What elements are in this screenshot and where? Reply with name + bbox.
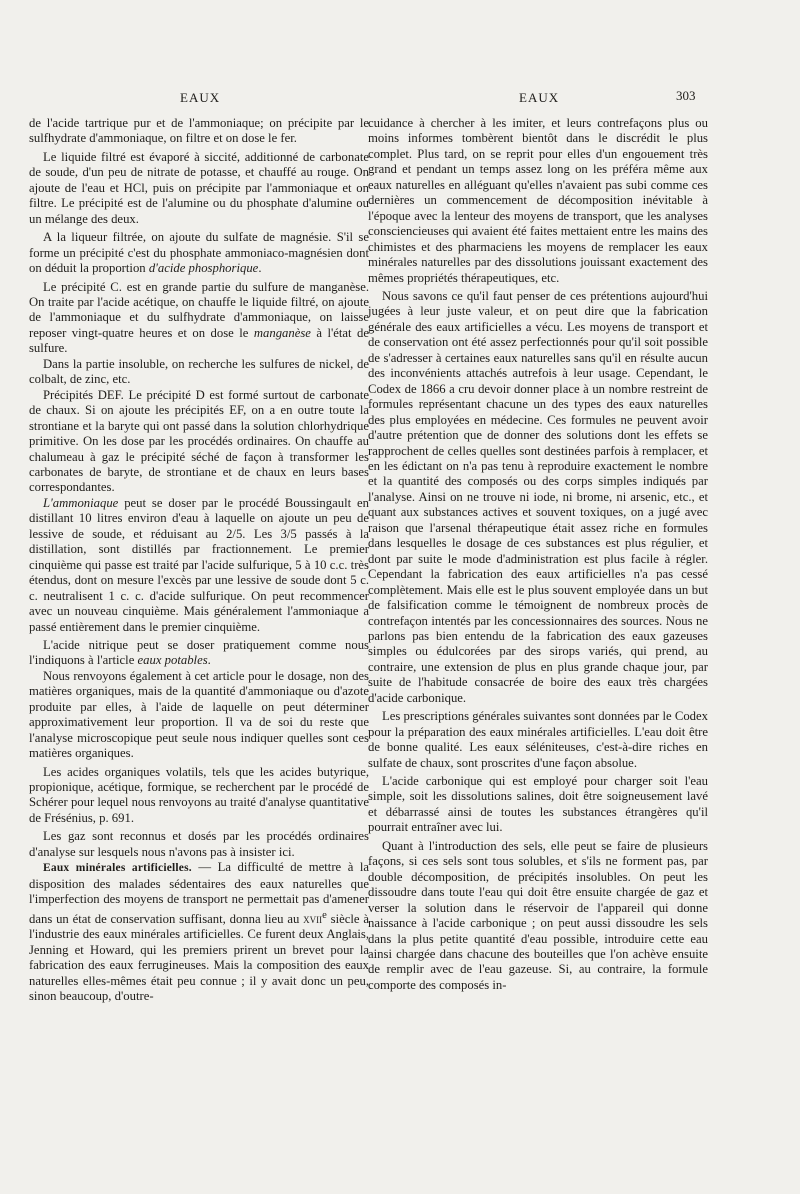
emphasis-text: L'ammoniaque xyxy=(43,495,119,510)
page-number: 303 xyxy=(676,88,696,103)
emphasis-text: eaux potables xyxy=(137,653,208,668)
paragraph: Précipités DEF. Le précipité D est formé surtout de carbonate de chaux. Si on ajoute les précipités EF, on a en outre toute la strontiane et la baryte qui ont passé dans la solution chlorhydrique primitive. On les dose par les procédés ordinaires. On chauffe au chalumeau à gaz le précipité séché de façon à transformer les carbonates de baryte, de strontiane et de chaux en leurs bases correspondantes. xyxy=(29,387,369,495)
paragraph-text: peut se doser par le procédé Boussingault en distillant 10 litres environ d'eau à laquelle on ajoute un peu de lessive de soude, et réduisant au 2/5. Les 3/5 passés à la distillation, sont distillés par fractionnement. Le premier cinquième qui passe est traité par l'acide sulfurique, 5 à 10 c.c. très étendus, dont on mesure l'excès par une lessive de soude dont 5 c. c. neutralisent 1 c. c. d'acide sulfurique. On peut recommencer avec un nouveau cinquième. Mais généralement l'ammoniaque a passé entièrement dans le premier cinquième. xyxy=(29,495,369,634)
superscript: e xyxy=(322,909,327,921)
left-column xyxy=(29,116,369,1005)
paragraph: Quant à l'introduction des sels, elle peut se faire de plusieurs façons, si ces sels sont tous solubles, et s'ils ne forment pas, par double décomposition, de précipités insolubles. On peut les dissoudre dans toute l'eau qui doit être ensuite chargée de gaz et verser la solution dans le réservoir de l'appareil qui donne naissance à l'acide carbonique ; on peut aussi dissoudre les sels dans la plus petite quantité d'eau possible, introduire cette eau ainsi chargée dans chacune des bouteilles que l'on achève ensuite de remplir avec de l'eau gazeuse. Si, au contraire, la formule comporte des composés in- xyxy=(368,838,708,992)
paragraph: Le liquide filtré est évaporé à siccité, additionné de carbonate de soude, d'un peu de nitrate de potasse, et chauffé au rouge. On ajoute de l'eau et HCl, puis on précipite par l'ammoniaque et on filtre. Le précipité est de l'alumine ou du phosphate d'alumine ou un mélange des deux. xyxy=(29,149,369,226)
paragraph-text: L'acide nitrique peut se doser pratiquement comme nous l'indiquons à l'article xyxy=(29,637,369,668)
running-head-right: EAUX xyxy=(519,90,560,105)
paragraph: Dans la partie insoluble, on recherche les sulfures de nickel, de colbalt, de zinc, etc. xyxy=(29,356,369,387)
paragraph: Nous savons ce qu'il faut penser de ces prétentions aujourd'hui jugées à leur juste valeur, et on peut dire que la fabrication générale des eaux artificielles a vécu. Les moyens de transport et de conservation ont été assez perfectionnés pour qu'il soit possible de s'adresser à certaines eaux naturelles sans qu'il en résulte aucun des inconvénients attachés autrefois à leur usage. Cependant, le Codex de 1866 a cru devoir donner place à un nombre restreint de formules représentant chacune un des types des eaux naturelles des plus employées en médecine. Ces formules ne peuvent avoir d'autre prétention que de donner des solutions dont les effets se rapprochent de celles quelles sont destinées parfois à remplacer, et en les édictant on n'a pas tenu à reproduire exactement le nombre et la quantité des composés ou des corps simples indiqués par l'analyse. Ainsi on ne trouve ni iode, ni brome, ni arsenic, etc., et quant aux substances actives et souvent toxiques, on a jugé avec raison que l'arsenal thérapeutique était assez riche en formules dans lesquelles le dosage de ces substances est plus régulier, et dont par suite le mode d'administration est plus facile à régler. Cependant la fabrication des eaux artificielles n'a pas cessé complètement. Mais elle est le plus souvent employée dans un but de falsification comme le témoignent de nombreux procès de contrefaçon intentés par les concessionnaires des sources. Nous ne parlons pas bien entendu de la fabrication des eaux gazeuses simples ou édulcorées par des sirops variés, qui prend, au contraire, une extension de plus en plus grande chaque jour, par suite de l'habitude consacrée de boire des eaux très chargées d'acide carbonique. xyxy=(368,288,708,705)
century-numeral: xvii xyxy=(303,911,323,926)
paragraph: Les acides organiques volatils, tels que les acides butyrique, propionique, acétique, formique, se recherchent par le procédé de Schérer pour lequel nous renvoyons au traité d'analyse quantitative de Frésénius, p. 691. xyxy=(29,764,369,825)
paragraph: Les gaz sont reconnus et dosés par les procédés ordinaires d'analyse sur lesquels nous n'avons pas à insister ici. xyxy=(29,829,369,859)
paragraph xyxy=(29,860,369,1004)
emphasis-text: manganèse xyxy=(253,325,311,340)
paragraph: Nous renvoyons également à cet article pour le dosage, non des matières organiques, mais de la quantité d'ammoniaque ou d'azote produite par elles, à l'aide de laquelle on peut déterminer approximativement leur proportion. Il va de soi du reste que l'analyse microscopique peut seule nous indiquer quelles sont ces matières organiques. xyxy=(29,668,369,761)
paragraph: Les prescriptions générales suivantes sont données par le Codex pour la préparation des eaux minérales artificielles. L'eau doit être de bonne qualité. Les eaux séléniteuses, c'est-à-dire riches en sulfate de chaux, sont proscrites d'une façon absolue. xyxy=(368,709,708,770)
paragraph-text: siècle à l'industrie des eaux minérales artificielles. Ce furent deux Anglais, Jenning et Howard, qui les premiers prirent un brevet pour la fabrication des eaux ferrugineuses. Mais la composition des eaux naturelles elles-mêmes était peu connue ; il y avait donc un peu, sinon beaucoup, d'outre- xyxy=(29,911,370,1004)
emphasis-text: d'acide phosphorique xyxy=(148,261,259,276)
paragraph xyxy=(29,638,369,669)
paragraph: L'acide carbonique qui est employé pour charger soit l'eau simple, soit les dissolutions salines, doit être soigneusement lavé et débarrassé ainsi de toutes les substances étrangères qu'il pourrait entraîner avec lui. xyxy=(368,774,708,835)
running-head-left: EAUX xyxy=(180,90,221,105)
paragraph xyxy=(29,280,369,357)
section-rubric: Eaux minérales artificielles. xyxy=(43,862,192,875)
paragraph xyxy=(29,496,369,635)
paragraph-text: — La difficulté de mettre à la disposition des malades sédentaires des eaux naturelles que l'imperfection des moyens de transport ne permettait pas d'amener dans un état de conservation suffisant, donna lieu au xyxy=(29,860,370,926)
paragraph-text: . xyxy=(258,261,262,276)
paragraph-text: . xyxy=(207,653,211,668)
paragraph-text: A la liqueur filtrée, on ajoute du sulfate de magnésie. S'il se forme un précipité c'est du phosphate ammoniaco-magnésien dont on déduit la proportion xyxy=(29,230,369,276)
paragraph: cuidance à chercher à les imiter, et leurs contrefaçons plus ou moins informes tombèrent bientôt dans le discrédit le plus complet. Plus tard, on se reprit pour elles d'un engouement très grand et pendant un temps assez long on les préféra même aux eaux naturelles en alléguant qu'elles n'avaient pas subi comme ces dernières un commencement de décomposition inévitable à l'époque avec la lenteur des moyens de transport, que les analyses consciencieuses qui avaient été faites mettaient entre les mains des chimistes et des pharmaciens les moyens de remplacer les eaux minérales naturelles par des dissolutions jouissant exactement des mêmes propriétés thérapeutiques, etc. xyxy=(368,116,708,285)
paragraph-text: Le précipité C. est en grande partie du sulfure de manganèse. On traite par l'acide acétique, on chauffe le liquide filtré, on ajoute de l'ammoniaque et du sulfhydrate d'ammoniaque, on laisse reposer vingt-quatre heures et on dose le xyxy=(29,279,369,340)
paragraph xyxy=(29,230,369,276)
right-column xyxy=(368,116,708,993)
paragraph-text: à l'état de sulfure. xyxy=(29,325,370,356)
paragraph: de l'acide tartrique pur et de l'ammoniaque; on précipite par le sulfhydrate d'ammoniaque, on filtre et on dose le fer. xyxy=(29,116,369,146)
